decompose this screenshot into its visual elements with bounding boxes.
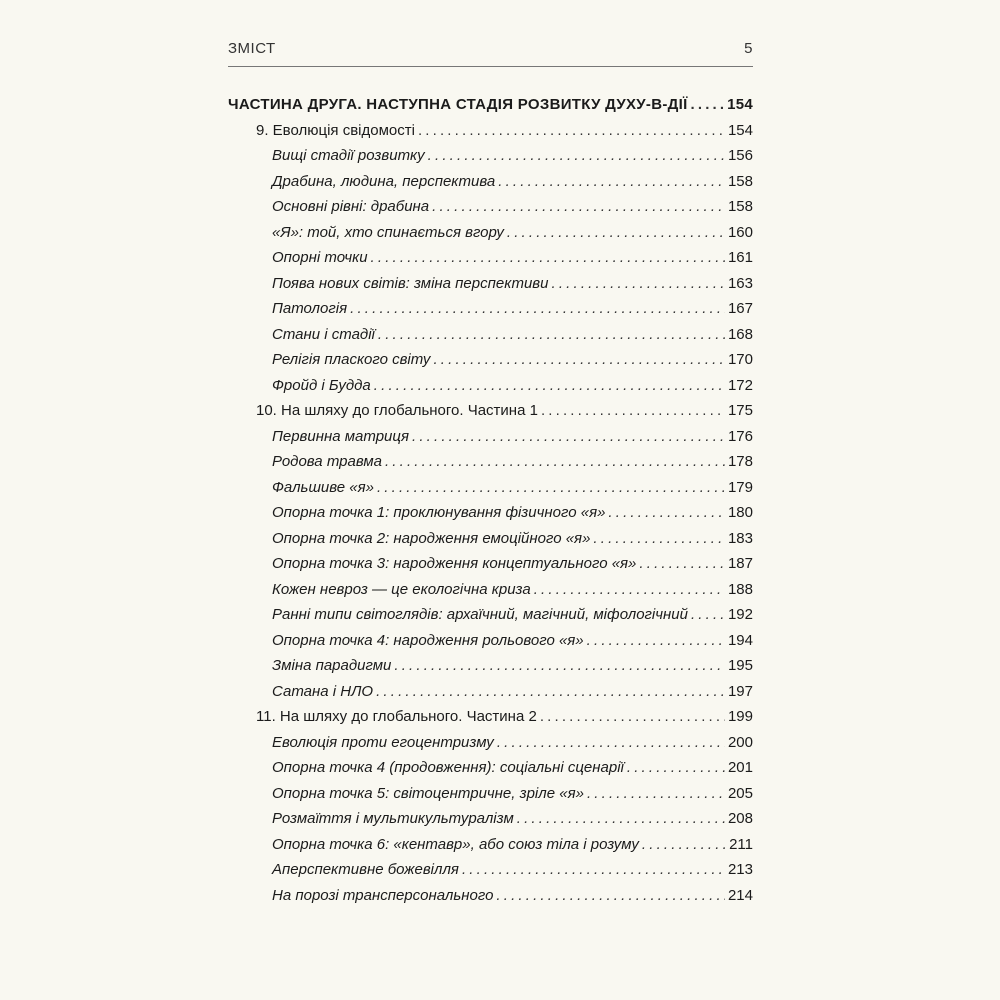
toc-entry-page: 176 [727, 427, 753, 445]
toc-entry-page: 200 [727, 733, 753, 751]
toc-entry-part [228, 92, 753, 118]
toc-entry-page: 195 [727, 657, 753, 674]
dot-leader [497, 730, 725, 756]
toc-entry-title: Опорна точка 3: народження концептуального «я» [272, 555, 637, 572]
toc-entry-page: 211 [729, 835, 753, 853]
toc-entry-page: 188 [727, 580, 753, 598]
toc-entry-page: 168 [727, 325, 753, 343]
toc-entry-title: Аперспективне божевілля [272, 861, 459, 878]
toc-entry-page: 205 [727, 784, 753, 802]
toc-entry-section [228, 857, 753, 883]
toc-entry-page: 170 [727, 351, 753, 368]
toc-entry-title: 10. На шляху до глобального. Частина 1 [256, 402, 538, 419]
toc-entry-page: 163 [727, 274, 753, 292]
toc-entry-section [228, 679, 753, 705]
toc-entry-title: Фальшиве «я» [272, 478, 374, 496]
toc-entry-title: Розмаїття і мультикультуралізм [272, 810, 514, 827]
toc-entry-page: 201 [727, 759, 753, 776]
toc-entry-section [228, 220, 753, 246]
dot-leader [394, 653, 725, 679]
toc-entry-section [228, 143, 753, 169]
toc-entry-title: Зміна парадигми [272, 657, 392, 674]
toc-entry-title: «Я»: той, хто спинається вгору [272, 223, 504, 241]
dot-leader [534, 577, 725, 603]
dot-leader [385, 449, 725, 475]
toc-entry-page: 197 [727, 682, 753, 700]
dot-leader [642, 832, 726, 858]
dot-leader [551, 271, 724, 297]
toc-entry-section [228, 806, 753, 832]
toc-entry-section [228, 245, 753, 271]
header-title: ЗМІСТ [228, 40, 276, 57]
toc-entry-title: Опорна точка 2: народження емоційного «я» [272, 529, 591, 547]
toc-entry-page: 192 [727, 606, 753, 623]
toc-entry-title: 9. Еволюція свідомості [256, 121, 415, 139]
dot-leader [374, 373, 725, 399]
toc-entry-page: 175 [727, 402, 753, 419]
toc-entry-page: 161 [727, 249, 753, 266]
toc-entry-page: 183 [727, 529, 753, 547]
dot-leader [428, 143, 725, 169]
toc-entry-title: Сатана і НЛО [272, 682, 374, 700]
toc-entry-section [228, 347, 753, 373]
dot-leader [432, 194, 725, 220]
toc-entry-section [228, 169, 753, 195]
toc-entry-page: 208 [727, 810, 753, 827]
toc-entry-section [228, 730, 753, 756]
toc-entry-section [228, 653, 753, 679]
toc-entry-title: Опорна точка 4: народження рольового «я» [272, 631, 584, 649]
toc-entry-section [228, 755, 753, 781]
dot-leader [378, 322, 725, 348]
toc-entry-page: 180 [727, 504, 753, 521]
toc-entry-section [228, 500, 753, 526]
dot-leader [496, 883, 725, 909]
dot-leader [376, 679, 725, 705]
toc-entry-title: Основні рівні: драбина [272, 198, 430, 215]
toc-entry-section [228, 781, 753, 807]
toc-entry-page: 158 [727, 172, 753, 190]
toc-entry-page: 199 [727, 708, 753, 725]
toc-entry-title: На порозі трансперсонального [272, 886, 494, 904]
toc-entry-section [228, 475, 753, 501]
toc-entry-section [228, 628, 753, 654]
dot-leader [498, 169, 725, 195]
toc-entry-title: Опорні точки [272, 249, 368, 266]
toc-entry-title: Еволюція проти егоцентризму [272, 733, 494, 751]
toc-entry-title: Опорна точка 4 (продовження): соціальні сценарії [272, 759, 624, 776]
toc-entry-section [228, 296, 753, 322]
dot-leader [462, 857, 725, 883]
dot-leader [627, 755, 725, 781]
toc-entry-page: 178 [727, 453, 753, 470]
header-rule [228, 66, 753, 67]
toc-entry-page: 160 [727, 223, 753, 241]
toc-entry-chapter [228, 398, 753, 424]
table-of-contents [228, 92, 753, 908]
dot-leader [639, 551, 725, 577]
header-page-number: 5 [744, 40, 753, 57]
toc-entry-title: Опорна точка 1: проклюнування фізичного «я» [272, 504, 606, 521]
toc-entry-page: 158 [727, 198, 753, 215]
toc-entry-title: 11. На шляху до глобального. Частина 2 [256, 708, 537, 725]
toc-entry-title: Драбина, людина, перспектива [272, 172, 496, 190]
dot-leader [587, 628, 725, 654]
dot-leader [507, 220, 725, 246]
toc-entry-section [228, 271, 753, 297]
running-header [228, 40, 753, 64]
toc-entry-section [228, 449, 753, 475]
toc-entry-chapter [228, 118, 753, 144]
toc-entry-title: Опорна точка 5: світоцентричне, зріле «я» [272, 784, 584, 802]
toc-entry-page: 167 [727, 300, 753, 317]
toc-entry-page: 154 [727, 96, 753, 113]
dot-leader [517, 806, 725, 832]
toc-entry-title: Поява нових світів: зміна перспективи [272, 274, 549, 292]
toc-entry-title: Ранні типи світоглядів: архаїчний, магічний, міфологічний [272, 606, 688, 623]
toc-entry-page: 187 [727, 555, 753, 572]
toc-entry-title: Вищі стадії розвитку [272, 147, 425, 164]
toc-entry-section [228, 526, 753, 552]
dot-leader [593, 526, 725, 552]
toc-entry-title: Кожен невроз — це екологічна криза [272, 580, 531, 598]
toc-entry-title: Стани і стадії [272, 325, 375, 343]
dot-leader [608, 500, 725, 526]
toc-entry-section [228, 832, 753, 858]
toc-entry-page: 154 [727, 121, 753, 139]
toc-entry-page: 214 [727, 886, 753, 904]
toc-entry-section [228, 322, 753, 348]
dot-leader [541, 398, 725, 424]
dot-leader [433, 347, 725, 373]
toc-entry-title: Родова травма [272, 453, 382, 470]
toc-entry-section [228, 883, 753, 909]
dot-leader [691, 92, 725, 118]
toc-entry-page: 194 [727, 631, 753, 649]
dot-leader [587, 781, 725, 807]
toc-entry-section [228, 194, 753, 220]
dot-leader [418, 118, 725, 144]
toc-entry-title: Опорна точка 6: «кентавр», або союз тіла і розуму [272, 835, 639, 853]
dot-leader [350, 296, 725, 322]
toc-entry-section [228, 551, 753, 577]
toc-entry-chapter [228, 704, 753, 730]
toc-entry-section [228, 424, 753, 450]
dot-leader [412, 424, 725, 450]
dot-leader [371, 245, 725, 271]
toc-entry-page: 172 [727, 376, 753, 394]
toc-entry-page: 213 [727, 861, 753, 878]
dot-leader [377, 475, 725, 501]
dot-leader [691, 602, 725, 628]
toc-entry-title: Релігія плаского світу [272, 351, 431, 368]
toc-entry-title: Патологія [272, 300, 348, 317]
toc-entry-page: 179 [727, 478, 753, 496]
toc-entry-title: Первинна матриця [272, 427, 409, 445]
toc-entry-section [228, 373, 753, 399]
dot-leader [540, 704, 725, 730]
toc-entry-page: 156 [727, 147, 753, 164]
toc-entry-section [228, 602, 753, 628]
toc-entry-title: ЧАСТИНА ДРУГА. НАСТУПНА СТАДІЯ РОЗВИТКУ ДУХУ-В-ДІЇ [228, 96, 688, 113]
toc-entry-title: Фройд і Будда [272, 376, 371, 394]
toc-entry-section [228, 577, 753, 603]
